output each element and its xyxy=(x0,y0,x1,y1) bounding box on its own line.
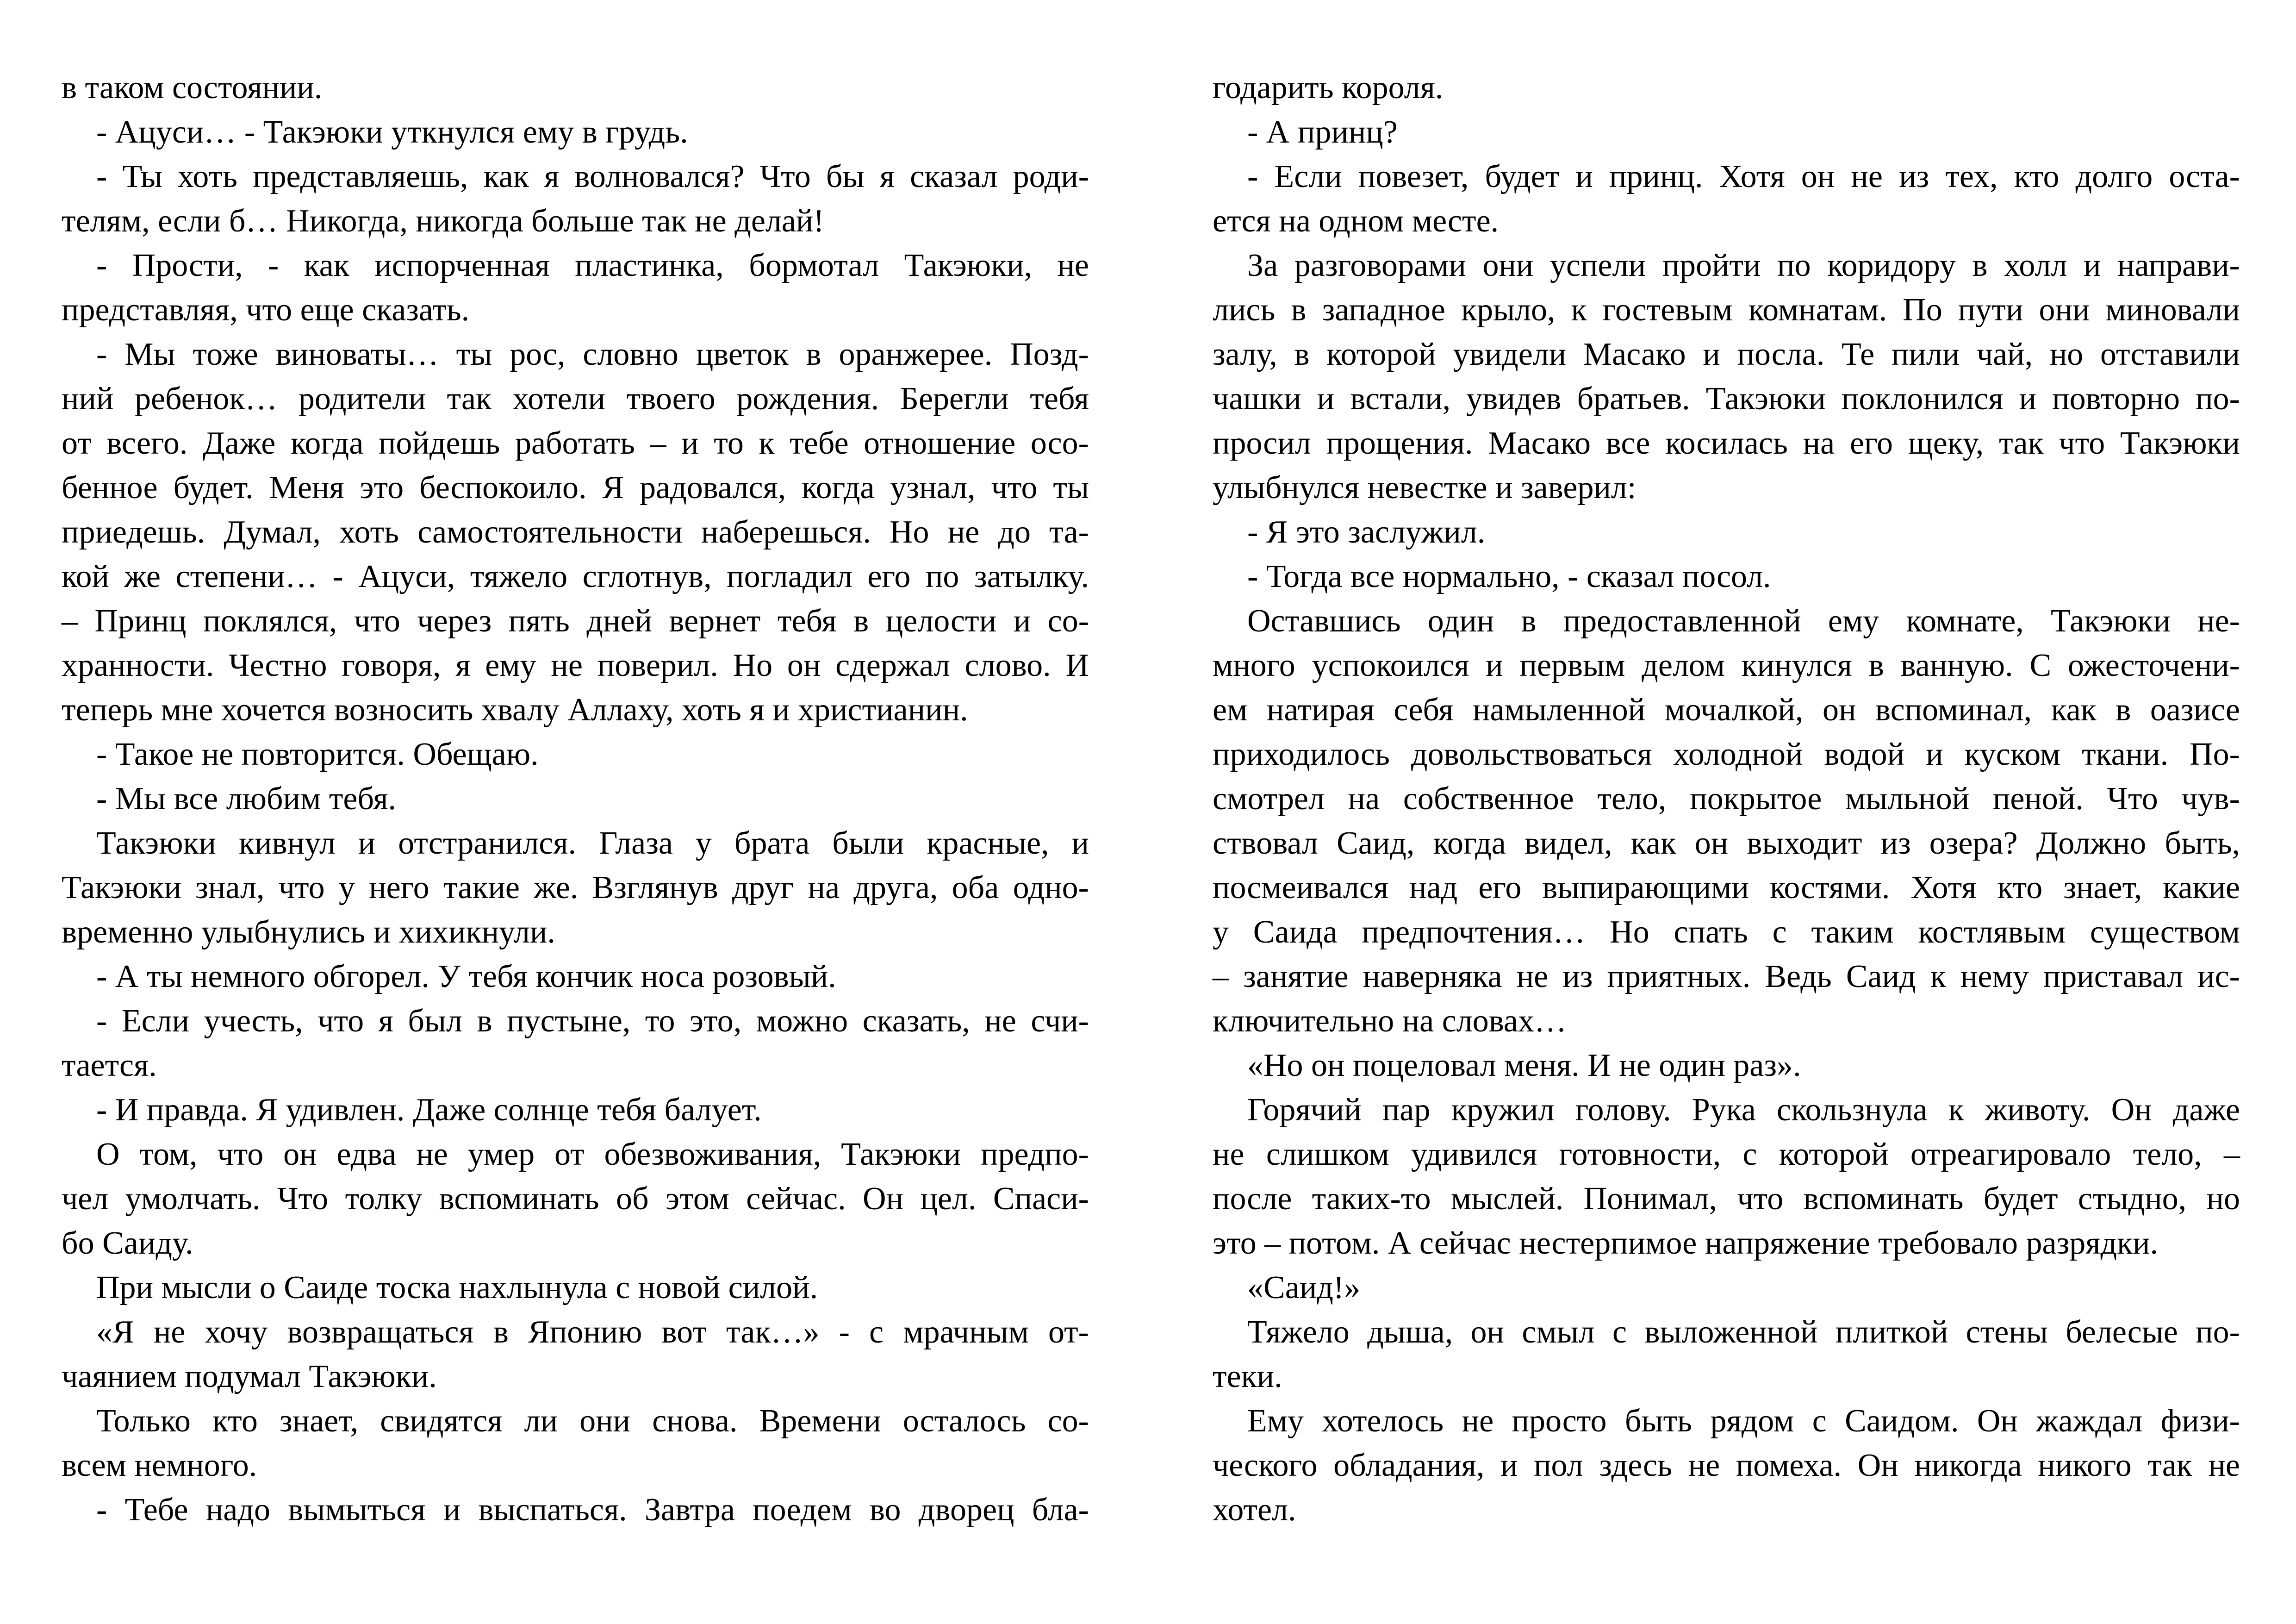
paragraph xyxy=(62,955,1089,999)
text-line: При мысли о Саиде тоска нахлынула с новой силой. xyxy=(96,1270,818,1305)
text-line: у Саида предпочтения… Но спать с таким костлявым существом xyxy=(1213,914,2240,950)
text-line: залу, в которой увидели Масако и посла. Те пили чай, но отставили xyxy=(1213,337,2240,372)
text-line: бо Саиду. xyxy=(62,1225,193,1261)
paragraph xyxy=(62,1488,1089,1532)
text-line: посмеивался над его выпирающими костями. Хотя кто знает, какие xyxy=(1213,870,2240,906)
paragraph xyxy=(1213,1310,2240,1399)
text-line: - Я это заслужил. xyxy=(1247,514,1486,550)
paragraph xyxy=(1213,244,2240,510)
text-line: Ему хотелось не просто быть рядом с Саидом. Он жаждал физи- xyxy=(1247,1403,2240,1439)
paragraph xyxy=(62,777,1089,821)
paragraph xyxy=(62,821,1089,955)
paragraph xyxy=(62,732,1089,777)
text-line: «Я не хочу возвращаться в Японию вот так…» - с мрачным от- xyxy=(96,1314,1089,1350)
text-line: от всего. Даже когда пойдешь работать – и то к тебе отношение осо- xyxy=(62,425,1089,461)
text-line: - Если учесть, что я был в пустыне, то это, можно сказать, не счи- xyxy=(96,1003,1089,1039)
paragraph xyxy=(1213,599,2240,1043)
paragraph xyxy=(1213,1088,2240,1266)
paragraph xyxy=(62,155,1089,244)
text-line: Оставшись один в предоставленной ему комнате, Такэюки не- xyxy=(1247,603,2240,639)
text-line: приедешь. Думал, хоть самостоятельности наберешься. Но не до та- xyxy=(62,514,1089,550)
paragraph xyxy=(62,1132,1089,1266)
paragraph xyxy=(62,66,1089,110)
text-line: «Но он поцеловал меня. И не один раз». xyxy=(1247,1048,1801,1083)
text-line: теки. xyxy=(1213,1359,1282,1394)
paragraph xyxy=(62,1310,1089,1399)
text-line: ется на одном месте. xyxy=(1213,203,1499,239)
text-line: - Мы все любим тебя. xyxy=(96,781,397,817)
text-line: Такэюки кивнул и отстранился. Глаза у брата были красные, и xyxy=(96,825,1089,861)
text-line: - Прости, - как испорченная пластинка, бормотал Такэюки, не xyxy=(96,248,1089,283)
text-line: улыбнулся невестке и заверил: xyxy=(1213,470,1636,506)
text-line: годарить короля. xyxy=(1213,70,1444,106)
text-line: хранности. Честно говоря, я ему не поверил. Но он сдержал слово. И xyxy=(62,648,1089,683)
text-line: приходилось довольствоваться холодной водой и куском ткани. По- xyxy=(1213,737,2240,772)
text-line: ний ребенок… родители так хотели твоего рождения. Берегли тебя xyxy=(62,381,1089,417)
text-line: – Принц поклялся, что через пять дней вернет тебя в целости и со- xyxy=(62,603,1089,639)
text-line: представляя, что еще сказать. xyxy=(62,292,470,328)
text-line: лись в западное крыло, к гостевым комнатам. По пути они миновали xyxy=(1213,292,2240,328)
text-line: - Ты хоть представляешь, как я волновался? Что бы я сказал роди- xyxy=(96,159,1089,194)
text-line: Только кто знает, свидятся ли они снова. Времени осталось со- xyxy=(96,1403,1089,1439)
text-line: ствовал Саид, когда видел, как он выходит из озера? Должно быть, xyxy=(1213,825,2240,861)
text-line: ключительно на словах… xyxy=(1213,1003,1567,1039)
text-line: ческого обладания, и пол здесь не помеха. Он никогда никого так не xyxy=(1213,1448,2240,1483)
text-line: - Тогда все нормально, - сказал посол. xyxy=(1247,559,1771,594)
text-line: – занятие наверняка не из приятных. Ведь Саид к нему приставал ис- xyxy=(1213,959,2240,994)
text-line: - Если повезет, будет и принц. Хотя он не из тех, кто долго оста- xyxy=(1247,159,2240,194)
paragraph xyxy=(62,110,1089,155)
text-line: в таком состоянии. xyxy=(62,70,323,106)
text-line: хотел. xyxy=(1213,1492,1296,1528)
text-line: - Мы тоже виноваты… ты рос, словно цветок в оранжерее. Позд- xyxy=(96,337,1089,372)
text-line: - И правда. Я удивлен. Даже солнце тебя балует. xyxy=(96,1092,762,1128)
paragraph xyxy=(62,332,1089,732)
text-line: - А принц? xyxy=(1247,114,1398,150)
text-line: О том, что он едва не умер от обезвоживания, Такэюки предпо- xyxy=(96,1137,1089,1172)
text-line: смотрел на собственное тело, покрытое мыльной пеной. Что чув- xyxy=(1213,781,2240,817)
paragraph xyxy=(1213,555,2240,599)
paragraph xyxy=(1213,1266,2240,1310)
text-line: чел умолчать. Что толку вспоминать об этом сейчас. Он цел. Спаси- xyxy=(62,1181,1089,1217)
text-line: кой же степени… - Ацуси, тяжело сглотнув, погладил его по затылку. xyxy=(62,559,1089,594)
text-line: просил прощения. Масако все косилась на его щеку, так что Такэюки xyxy=(1213,425,2240,461)
text-line: - Тебе надо вымыться и выспаться. Завтра поедем во дворец бла- xyxy=(96,1492,1089,1528)
text-line: не слишком удивился готовности, с которой отреагировало тело, – xyxy=(1213,1137,2240,1172)
paragraph xyxy=(62,1088,1089,1132)
text-column-left xyxy=(62,66,1089,1532)
text-column-right xyxy=(1213,66,2240,1532)
text-line: ем натирая себя намыленной мочалкой, он вспоминал, как в оазисе xyxy=(1213,692,2240,728)
paragraph xyxy=(1213,510,2240,555)
paragraph xyxy=(62,999,1089,1088)
paragraph xyxy=(1213,155,2240,244)
text-line: это – потом. А сейчас нестерпимое напряжение требовало разрядки. xyxy=(1213,1225,2159,1261)
text-line: тается. xyxy=(62,1048,157,1083)
paragraph xyxy=(62,244,1089,332)
text-line: всем немного. xyxy=(62,1448,257,1483)
paragraph xyxy=(62,1399,1089,1488)
paragraph xyxy=(1213,66,2240,110)
text-line: много успокоился и первым делом кинулся в ванную. С ожесточени- xyxy=(1213,648,2240,683)
text-line: Горячий пар кружил голову. Рука скользнула к животу. Он даже xyxy=(1247,1092,2240,1128)
text-line: бенное будет. Меня это беспокоило. Я радовался, когда узнал, что ты xyxy=(62,470,1089,506)
text-line: чаянием подумал Такэюки. xyxy=(62,1359,437,1394)
text-line: Такэюки знал, что у него такие же. Взглянув друг на друга, оба одно- xyxy=(62,870,1089,906)
text-line: - Такое не повторится. Обещаю. xyxy=(96,737,539,772)
text-line: Тяжело дыша, он смыл с выложенной плиткой стены белесые по- xyxy=(1247,1314,2240,1350)
text-line: чашки и встали, увидев братьев. Такэюки поклонился и повторно по- xyxy=(1213,381,2240,417)
paragraph xyxy=(62,1266,1089,1310)
text-line: «Саид!» xyxy=(1247,1270,1361,1305)
text-line: теперь мне хочется возносить хвалу Аллаху, хоть я и христианин. xyxy=(62,692,968,728)
paragraph xyxy=(1213,1399,2240,1532)
text-line: после таких-то мыслей. Понимал, что вспоминать будет стыдно, но xyxy=(1213,1181,2240,1217)
text-line: - А ты немного обгорел. У тебя кончик носа розовый. xyxy=(96,959,836,994)
paragraph xyxy=(1213,1043,2240,1088)
text-line: временно улыбнулись и хихикнули. xyxy=(62,914,555,950)
text-line: телям, если б… Никогда, никогда больше так не делай! xyxy=(62,203,824,239)
paragraph xyxy=(1213,110,2240,155)
text-line: - Ацуси… - Такэюки уткнулся ему в грудь. xyxy=(96,114,688,150)
text-line: За разговорами они успели пройти по коридору в холл и направи- xyxy=(1247,248,2240,283)
